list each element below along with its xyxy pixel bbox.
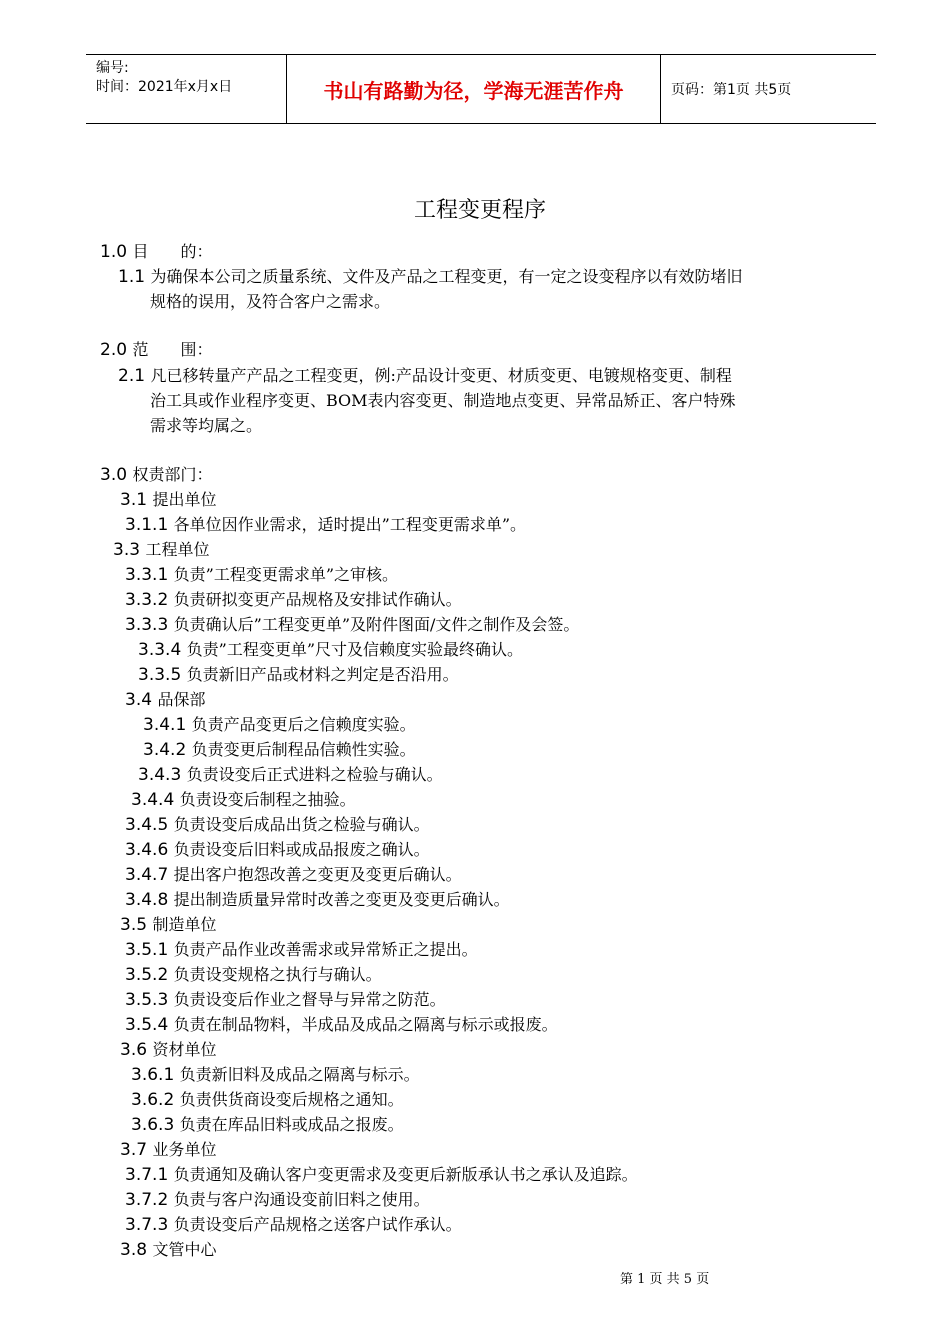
section-line xyxy=(125,965,382,985)
section-number: 3.3.5 xyxy=(138,665,187,685)
section-text: 负责设变后成品出货之检验与确认。 xyxy=(173,815,430,834)
section-text: 负责设变规格之执行与确认。 xyxy=(173,965,382,984)
section-text: 目 的： xyxy=(132,242,213,261)
section-number: 3.4 xyxy=(125,690,158,710)
section-number: 3.4.8 xyxy=(125,890,174,910)
section-line xyxy=(118,366,732,386)
section-text: 负责设变后制程之抽验。 xyxy=(179,790,356,809)
section-text: 各单位因作业需求，适时提出”工程变更需求单”。 xyxy=(173,515,527,534)
section-line xyxy=(138,765,443,785)
section-text: 负责设变后产品规格之送客户试作承认。 xyxy=(173,1215,462,1234)
document-title: 工程变更程序 xyxy=(413,198,546,223)
section-number: 3.3.2 xyxy=(125,590,174,610)
section-text: 规格的误用，及符合客户之需求。 xyxy=(150,292,391,311)
section-number: 3.5.2 xyxy=(125,965,174,985)
section-number: 1.0 xyxy=(100,242,133,262)
section-number: 3.3.1 xyxy=(125,565,174,585)
section-number: 3.1.1 xyxy=(125,515,174,535)
section-line xyxy=(120,1040,216,1060)
page-footer: 第 1 页 共 5 页 xyxy=(620,1272,710,1287)
section-line xyxy=(125,515,526,535)
section-number: 3.8 xyxy=(120,1240,153,1260)
section-text: 权责部门： xyxy=(132,465,213,484)
section-text: 负责”工程变更需求单”之审核。 xyxy=(173,565,399,584)
section-text: 负责新旧产品或材料之判定是否沿用。 xyxy=(186,665,459,684)
section-line xyxy=(138,640,523,660)
section-line xyxy=(100,242,212,262)
section-line xyxy=(131,1090,404,1110)
section-line xyxy=(118,267,742,287)
section-text: 资材单位 xyxy=(152,1040,217,1059)
section-text: 负责新旧料及成品之隔离与标示。 xyxy=(179,1065,420,1084)
time-label: 时间：2021年x月x日 xyxy=(96,79,233,95)
section-line xyxy=(120,1140,216,1160)
section-number: 3.5 xyxy=(120,915,153,935)
section-line xyxy=(138,665,459,685)
section-line xyxy=(100,465,212,485)
section-line xyxy=(125,840,430,860)
section-line xyxy=(125,1190,430,1210)
section-text: 需求等均属之。 xyxy=(150,416,263,435)
section-number: 3.7.2 xyxy=(125,1190,174,1210)
section-number: 3.4.6 xyxy=(125,840,174,860)
section-number: 3.3 xyxy=(113,540,146,560)
section-number: 3.6.3 xyxy=(131,1115,180,1135)
section-line xyxy=(125,990,446,1010)
section-number: 3.0 xyxy=(100,465,133,485)
section-text: 负责设变后旧料或成品报废之确认。 xyxy=(173,840,430,859)
section-text: 提出制造质量异常时改善之变更及变更后确认。 xyxy=(173,890,510,909)
section-text: 制造单位 xyxy=(152,915,217,934)
number-label: 编号: xyxy=(96,60,129,76)
section-line xyxy=(143,740,416,760)
section-text: 提出单位 xyxy=(152,490,217,509)
page-label: 页码：第1页 共5页 xyxy=(671,82,792,98)
section-text: 负责在制品物料，半成品及成品之隔离与标示或报废。 xyxy=(173,1015,558,1034)
section-text: 范 围： xyxy=(132,340,213,359)
section-number: 3.7.3 xyxy=(125,1215,174,1235)
section-line xyxy=(113,540,209,560)
section-number: 2.1 xyxy=(118,366,151,386)
section-line xyxy=(150,292,390,312)
section-text: 负责设变后正式进料之检验与确认。 xyxy=(186,765,443,784)
section-text: 品保部 xyxy=(157,690,206,709)
section-number: 3.4.2 xyxy=(143,740,192,760)
header-table xyxy=(86,54,876,124)
section-line xyxy=(125,1215,462,1235)
section-number: 3.6.2 xyxy=(131,1090,180,1110)
section-line xyxy=(120,490,216,510)
section-line xyxy=(125,815,430,835)
section-text: 工程单位 xyxy=(145,540,210,559)
section-number: 3.1 xyxy=(120,490,153,510)
section-text: 负责产品作业改善需求或异常矫正之提出。 xyxy=(173,940,478,959)
section-text: 负责供货商设变后规格之通知。 xyxy=(179,1090,404,1109)
section-line xyxy=(131,1115,404,1135)
section-number: 3.3.3 xyxy=(125,615,174,635)
section-number: 3.5.4 xyxy=(125,1015,174,1035)
section-line xyxy=(131,790,356,810)
section-number: 3.3.4 xyxy=(138,640,187,660)
section-number: 3.4.7 xyxy=(125,865,174,885)
section-line xyxy=(125,615,579,635)
section-number: 2.0 xyxy=(100,340,133,360)
header-motto: 书山有路勤为径，学海无涯苦作舟 xyxy=(287,55,661,123)
section-text: 业务单位 xyxy=(152,1140,217,1159)
section-number: 3.4.5 xyxy=(125,815,174,835)
section-number: 3.4.4 xyxy=(131,790,180,810)
section-line xyxy=(125,565,398,585)
section-line xyxy=(125,890,510,910)
section-number: 1.1 xyxy=(118,267,151,287)
section-line xyxy=(125,590,462,610)
section-line xyxy=(120,915,216,935)
section-text: 治工具或作业程序变更、BOM表内容变更、制造地点变更、异常品矫正、客户特殊 xyxy=(150,391,736,410)
section-text: 负责产品变更后之信赖度实验。 xyxy=(191,715,416,734)
section-number: 3.6 xyxy=(120,1040,153,1060)
section-line xyxy=(150,391,736,411)
section-text: 负责变更后制程品信赖性实验。 xyxy=(191,740,416,759)
section-line xyxy=(143,715,416,735)
section-text: 凡已移转量产产品之工程变更，例:产品设计变更、材质变更、电镀规格变更、制程 xyxy=(150,366,732,385)
section-line xyxy=(150,416,262,436)
section-line xyxy=(131,1065,420,1085)
header-info xyxy=(86,55,287,123)
section-line xyxy=(125,865,462,885)
section-text: 负责在库品旧料或成品之报废。 xyxy=(179,1115,404,1134)
section-number: 3.4.3 xyxy=(138,765,187,785)
section-number: 3.4.1 xyxy=(143,715,192,735)
section-number: 3.7 xyxy=(120,1140,153,1160)
section-line xyxy=(125,1165,638,1185)
section-text: 负责与客户沟通设变前旧料之使用。 xyxy=(173,1190,430,1209)
section-text: 提出客户抱怨改善之变更及变更后确认。 xyxy=(173,865,462,884)
section-text: 负责设变后作业之督导与异常之防范。 xyxy=(173,990,446,1009)
section-number: 3.6.1 xyxy=(131,1065,180,1085)
section-text: 为确保本公司之质量系统、文件及产品之工程变更，有一定之设变程序以有效防堵旧 xyxy=(150,267,743,286)
section-line xyxy=(100,340,212,360)
section-line xyxy=(125,940,478,960)
section-line xyxy=(125,690,205,710)
section-text: 负责确认后”工程变更单”及附件图面/文件之制作及会签。 xyxy=(173,615,580,634)
section-text: 文管中心 xyxy=(152,1240,217,1259)
section-number: 3.5.1 xyxy=(125,940,174,960)
section-number: 3.7.1 xyxy=(125,1165,174,1185)
section-line xyxy=(125,1015,558,1035)
section-line xyxy=(120,1240,216,1260)
section-text: 负责”工程变更单”尺寸及信赖度实验最终确认。 xyxy=(186,640,524,659)
section-text: 负责通知及确认客户变更需求及变更后新版承认书之承认及追踪。 xyxy=(173,1165,638,1184)
section-text: 负责研拟变更产品规格及安排试作确认。 xyxy=(173,590,462,609)
section-number: 3.5.3 xyxy=(125,990,174,1010)
